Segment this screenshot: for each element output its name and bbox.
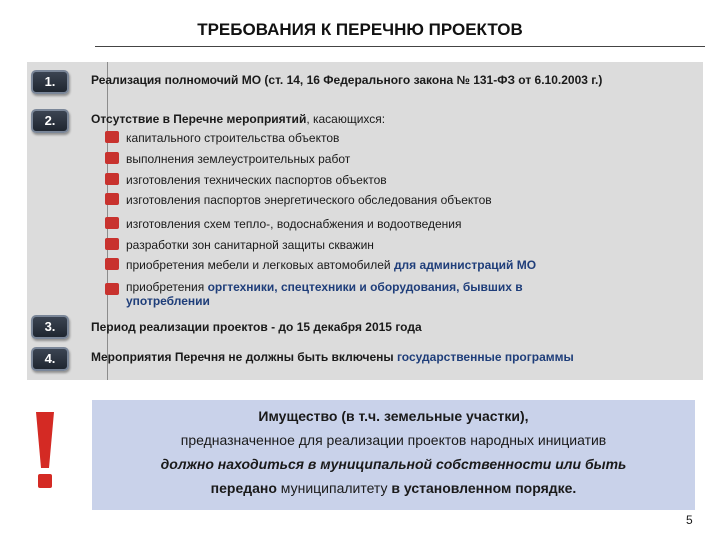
notice-line: Имущество (в т.ч. земельные участки),: [258, 408, 529, 424]
requirements-panel: [27, 62, 703, 380]
item-text-rest: , касающихся:: [306, 112, 386, 126]
notice-text: передано: [210, 480, 277, 496]
list-item: [126, 280, 523, 308]
item-text: [91, 112, 385, 126]
bullet-marker: [105, 173, 119, 185]
bullet-marker: [105, 283, 119, 295]
item-number-badge: 3.: [31, 315, 69, 339]
item-number-badge: 4.: [31, 347, 69, 371]
page-title: ТРЕБОВАНИЯ К ПЕРЕЧНЮ ПРОЕКТОВ: [197, 20, 523, 39]
item-text-bold: Отсутствие в Перечне мероприятий: [91, 112, 307, 126]
list-item: изготовления схем тепло-, водоснабжения и водоотведения: [126, 217, 462, 231]
list-item: выполнения землеустроительных работ: [126, 152, 351, 166]
list-item: разработки зон санитарной защиты скважин: [126, 238, 374, 252]
item-number-badge: 1.: [31, 70, 69, 94]
item-text: Реализация полномочий МО (ст. 14, 16 Федерального закона № 131-ФЗ от 6.10.2003 г.): [91, 73, 603, 87]
bullet-marker: [105, 131, 119, 143]
bullet-marker: [105, 238, 119, 250]
list-item-emphasis: для администраций МО: [393, 258, 537, 272]
list-item: капитального строительства объектов: [126, 131, 340, 145]
exclamation-icon: [28, 412, 62, 492]
bullet-marker: [105, 193, 119, 205]
property-notice: [92, 400, 695, 510]
list-item-emphasis-cont: употреблении: [126, 294, 210, 308]
item-number-badge: 2.: [31, 109, 69, 133]
notice-line: должно находиться в муниципальной собственности или быть: [160, 456, 627, 472]
list-item: изготовления технических паспортов объектов: [126, 173, 387, 187]
bullet-marker: [105, 258, 119, 270]
list-item: изготовления паспортов энергетического обследования объектов: [126, 193, 492, 207]
item-text: Период реализации проектов - до 15 декабря 2015 года: [91, 320, 422, 334]
title-underline: [95, 46, 705, 47]
list-item: [126, 258, 536, 272]
notice-text: муниципалитету: [276, 480, 392, 496]
item-text-emphasis: государственные программы: [396, 350, 574, 364]
notice-line: [92, 480, 695, 496]
item-text: [91, 350, 574, 364]
bullet-marker: [105, 217, 119, 229]
bullet-marker: [105, 152, 119, 164]
notice-text: в установленном порядке.: [391, 480, 577, 496]
item-text-bold: Мероприятия Перечня не должны быть включены: [91, 350, 397, 364]
list-item-emphasis: оргтехники, спецтехники и оборудования, бывших в: [207, 280, 523, 294]
list-item-text: приобретения: [126, 280, 208, 294]
list-item-text: приобретения мебели и легковых автомобилей: [126, 258, 394, 272]
notice-line: предназначенное для реализации проектов народных инициатив: [180, 432, 607, 448]
page-number: 5: [686, 513, 693, 527]
